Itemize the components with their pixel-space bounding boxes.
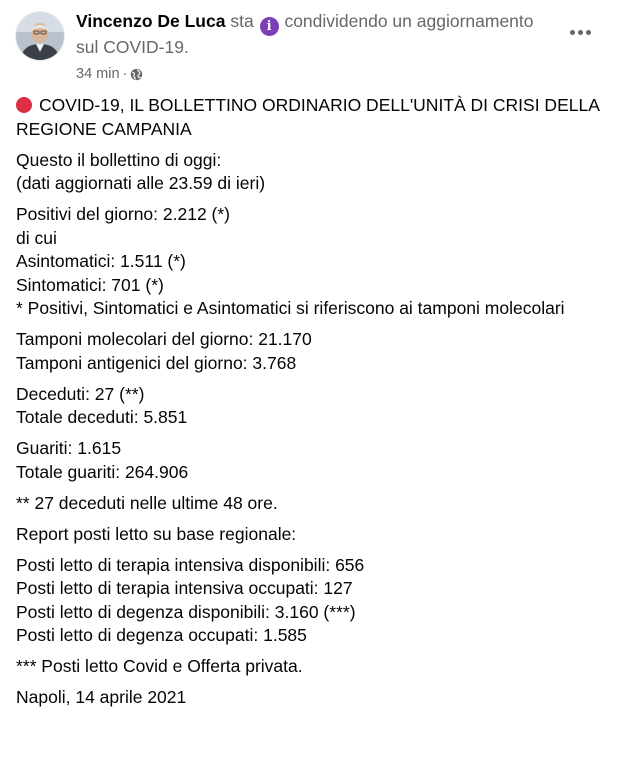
beds-line: Posti letto di terapia intensiva occupati: 127 — [16, 578, 353, 598]
meta-separator: · — [122, 66, 128, 82]
intro-paragraph — [16, 149, 606, 196]
more-dot-icon — [570, 30, 575, 35]
action-prefix: sta — [230, 11, 254, 31]
globe-icon[interactable] — [130, 68, 143, 86]
deaths-paragraph — [16, 383, 606, 430]
recovered-line: Totale guariti: 264.906 — [16, 461, 189, 482]
beds-line: Posti letto di terapia intensiva disponibili: 656 — [16, 554, 365, 575]
tests-line: Tamponi antigenici del giorno: 3.768 — [16, 352, 297, 373]
positives-line: Positivi del giorno: 2.212 (*) — [16, 204, 230, 224]
avatar[interactable] — [16, 12, 64, 60]
positives-paragraph — [16, 203, 606, 321]
deaths-line: Deceduti: 27 (**) — [16, 383, 145, 404]
more-dot-icon — [578, 30, 583, 35]
deaths-line: Totale deceduti: 5.851 — [16, 407, 188, 427]
beds-line: Posti letto di degenza occupati: 1.585 — [16, 625, 307, 645]
headline-text: COVID-19, IL BOLLETTINO ORDINARIO DELL'UNITÀ DI CRISI DELLA REGIONE CAMPANIA — [16, 95, 599, 139]
tests-line: Tamponi molecolari del giorno: 21.170 — [16, 329, 312, 349]
recovered-paragraph — [16, 437, 606, 484]
action-text: condividendo un aggiornamento sul COVID-19. — [76, 11, 534, 57]
positives-line: di cui — [16, 227, 57, 248]
more-options-button[interactable] — [562, 20, 598, 44]
post-header-line — [76, 10, 546, 59]
positives-line: Asintomatici: 1.511 (*) — [16, 251, 186, 271]
recovered-line: Guariti: 1.615 — [16, 438, 122, 458]
red-circle-icon — [16, 97, 32, 113]
positives-note: * Positivi, Sintomatici e Asintomatici si riferiscono ai tamponi molecolari — [16, 298, 565, 318]
post-timestamp[interactable]: 34 min — [76, 66, 120, 82]
more-dot-icon — [586, 30, 591, 35]
intro-line: (dati aggiornati alle 23.59 di ieri) — [16, 173, 266, 193]
author-name[interactable]: Vincenzo De Luca — [76, 11, 226, 31]
beds-line: Posti letto di degenza disponibili: 3.160 (***) — [16, 601, 356, 622]
beds-title: Report posti letto su base regionale: — [16, 523, 297, 544]
post-meta — [76, 65, 546, 86]
tests-paragraph — [16, 328, 606, 375]
info-icon: i — [260, 17, 279, 36]
post-body — [16, 94, 606, 717]
signature: Napoli, 14 aprile 2021 — [16, 687, 187, 707]
post-header — [16, 10, 602, 84]
post-headline — [16, 94, 606, 141]
positives-line: Sintomatici: 701 (*) — [16, 274, 164, 295]
beds-note: *** Posti letto Covid e Offerta privata. — [16, 656, 303, 676]
post-header-text — [76, 10, 546, 86]
beds-paragraph — [16, 554, 606, 648]
deaths-note: ** 27 deceduti nelle ultime 48 ore. — [16, 492, 278, 513]
avatar-photo — [16, 12, 64, 60]
intro-line: Questo il bollettino di oggi: — [16, 149, 222, 170]
